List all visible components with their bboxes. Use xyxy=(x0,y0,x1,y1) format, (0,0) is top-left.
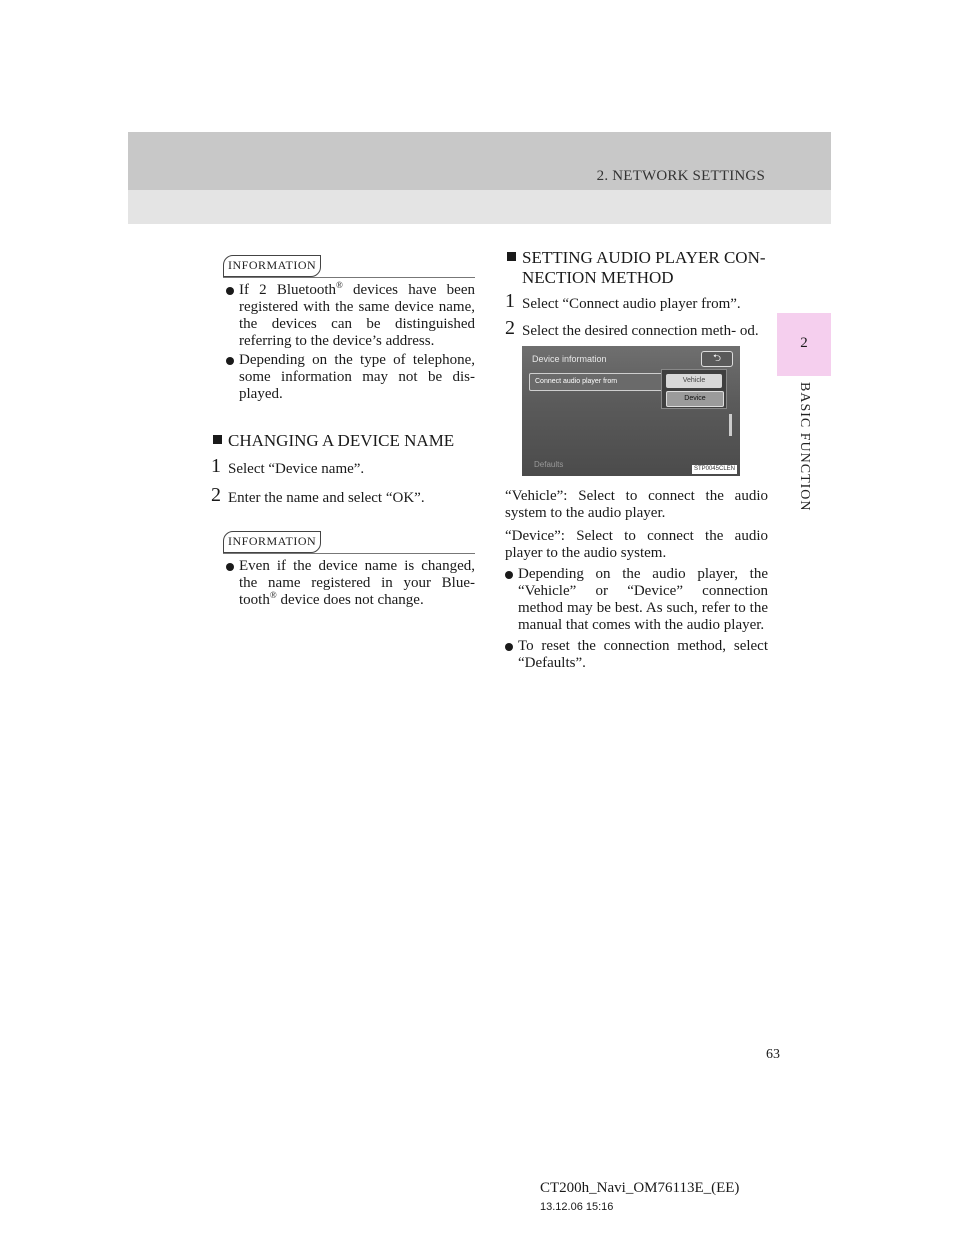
chapter-number: 2 xyxy=(800,335,808,351)
step-text: Select “Device name”. xyxy=(228,461,365,477)
step-2 xyxy=(505,317,768,340)
left-column xyxy=(211,255,475,611)
info-bullet: Even if the device name is changed, the name registered in your Blue- tooth® device does not change. xyxy=(211,558,475,609)
page-number: 63 xyxy=(766,1047,780,1062)
section-heading: CHANGING A DEVICE NAME xyxy=(211,431,475,451)
vehicle-option-button[interactable]: Vehicle xyxy=(666,374,722,388)
footer-filename: CT200h_Navi_OM76113E_(EE) xyxy=(540,1180,740,1196)
screen-title: Device information xyxy=(532,354,607,364)
section-heading: SETTING AUDIO PLAYER CON- NECTION METHOD xyxy=(505,248,768,288)
figure-code: STP0045CLEN xyxy=(693,466,735,472)
info-bullet: If 2 Bluetooth® devices have been registered with the same device name, the devices can be distinguished referring to the device’s address. xyxy=(211,282,475,350)
right-column xyxy=(505,248,768,674)
information-box-1 xyxy=(211,255,475,403)
scrollbar[interactable] xyxy=(729,414,732,436)
step-1 xyxy=(211,455,475,478)
step-number: 2 xyxy=(211,484,221,506)
information-rule xyxy=(223,553,475,554)
connection-option-popup xyxy=(661,369,727,409)
step-2 xyxy=(211,484,475,507)
vehicle-description: “Vehicle”: Select to connect the audio system to the audio player. xyxy=(505,488,768,521)
device-information-screen xyxy=(522,346,740,476)
note-bullet: To reset the connection method, select “Defaults”. xyxy=(505,638,768,672)
information-box-2 xyxy=(211,531,475,609)
info-bullet: Depending on the type of telephone, some information may not be dis- played. xyxy=(211,352,475,403)
information-tag: INFORMATION xyxy=(223,531,321,553)
step-text: Select the desired connection meth- od. xyxy=(522,323,759,339)
header-subband xyxy=(128,190,831,224)
step-number: 1 xyxy=(505,290,515,312)
note-bullet: Depending on the audio player, the “Vehicle” or “Device” connection method may be best. As such, refer to the manual that comes with the audio player. xyxy=(505,566,768,634)
step-text: Select “Connect audio player from”. xyxy=(522,296,741,312)
step-1 xyxy=(505,290,768,313)
information-rule xyxy=(223,277,475,278)
connect-audio-player-from-button[interactable]: Connect audio player from xyxy=(529,373,664,391)
step-number: 1 xyxy=(211,455,221,477)
information-tag: INFORMATION xyxy=(223,255,321,277)
step-text: Enter the name and select “OK”. xyxy=(228,490,425,506)
device-description: “Device”: Select to connect the audio player to the audio system. xyxy=(505,528,768,561)
step-number: 2 xyxy=(505,317,515,339)
chapter-tab xyxy=(777,313,831,376)
chapter-label: BASIC FUNCTION xyxy=(797,382,812,512)
footer-date: 13.12.06 15:16 xyxy=(540,1201,614,1213)
back-icon[interactable]: ⮌ xyxy=(701,351,733,367)
device-option-button[interactable]: Device xyxy=(666,391,724,407)
running-header: 2. NETWORK SETTINGS xyxy=(596,168,765,184)
defaults-button[interactable]: Defaults xyxy=(534,460,564,469)
